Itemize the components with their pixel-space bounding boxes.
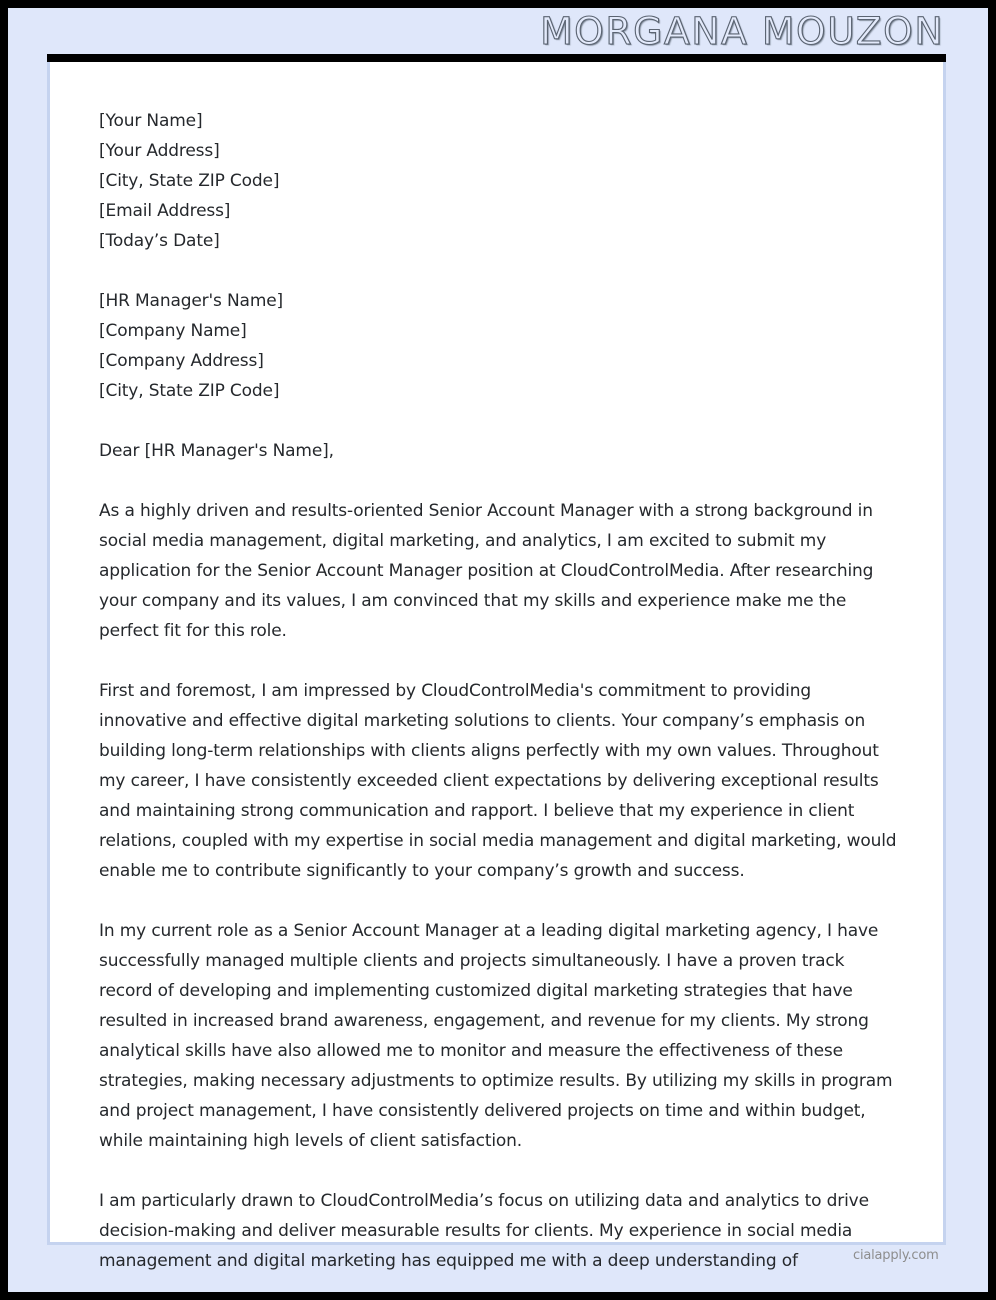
document-canvas: [8, 8, 988, 1292]
letterhead: [8, 8, 988, 54]
letter-body: [99, 106, 899, 1276]
sender-line: [Your Name]: [99, 111, 203, 131]
page-title: MORGANA MOUZON: [539, 9, 944, 53]
salutation: Dear [HR Manager's Name],: [99, 441, 334, 461]
sender-line: [Your Address]: [99, 141, 220, 161]
spacer: [99, 466, 899, 496]
recipient-line: [HR Manager's Name]: [99, 291, 284, 311]
body-paragraph: First and foremost, I am impressed by CloudControlMedia's commitment to providing innovative and effective digital marketing solutions to clients. Your company’s emphasis on building long-term relationships with clients aligns perfectly with my own values. Throughout my career, I have consistently exceeded client expectations by delivering exceptional results and maintaining strong communication and rapport. I believe that my experience in client relations, coupled with my expertise in social media management and digital marketing, would enable me to contribute significantly to your company’s growth and success.: [99, 681, 897, 881]
body-paragraph: As a highly driven and results-oriented Senior Account Manager with a strong background in social media management, digital marketing, and analytics, I am excited to submit my application for the Senior Account Manager position at CloudControlMedia. After researching your company and its values, I am convinced that my skills and experience make me the perfect fit for this role.: [99, 501, 874, 641]
recipient-line: [Company Name]: [99, 321, 247, 341]
sender-line: [Email Address]: [99, 201, 231, 221]
sender-line: [City, State ZIP Code]: [99, 171, 280, 191]
body-paragraph: I am particularly drawn to CloudControlMedia’s focus on utilizing data and analytics to drive decision-making and deliver measurable results for clients. My experience in social media management and digital marketing has equipped me with a deep understanding of: [99, 1191, 869, 1271]
watermark: cialapply.com: [853, 1248, 939, 1263]
spacer: [99, 256, 899, 286]
recipient-line: [City, State ZIP Code]: [99, 381, 280, 401]
header-divider: [47, 54, 946, 62]
spacer: [99, 1156, 899, 1186]
recipient-line: [Company Address]: [99, 351, 264, 371]
spacer: [99, 406, 899, 436]
spacer: [99, 646, 899, 676]
body-paragraph: In my current role as a Senior Account Manager at a leading digital marketing agency, I have successfully managed multiple clients and projects simultaneously. I have a proven track record of developing and implementing customized digital marketing strategies that have resulted in increased brand awareness, engagement, and revenue for my clients. My strong analytical skills have also allowed me to monitor and measure the effectiveness of these strategies, making necessary adjustments to optimize results. By utilizing my skills in program and project management, I have consistently delivered projects on time and within budget, while maintaining high levels of client satisfaction.: [99, 921, 893, 1151]
sender-line: [Today’s Date]: [99, 231, 220, 251]
spacer: [99, 886, 899, 916]
